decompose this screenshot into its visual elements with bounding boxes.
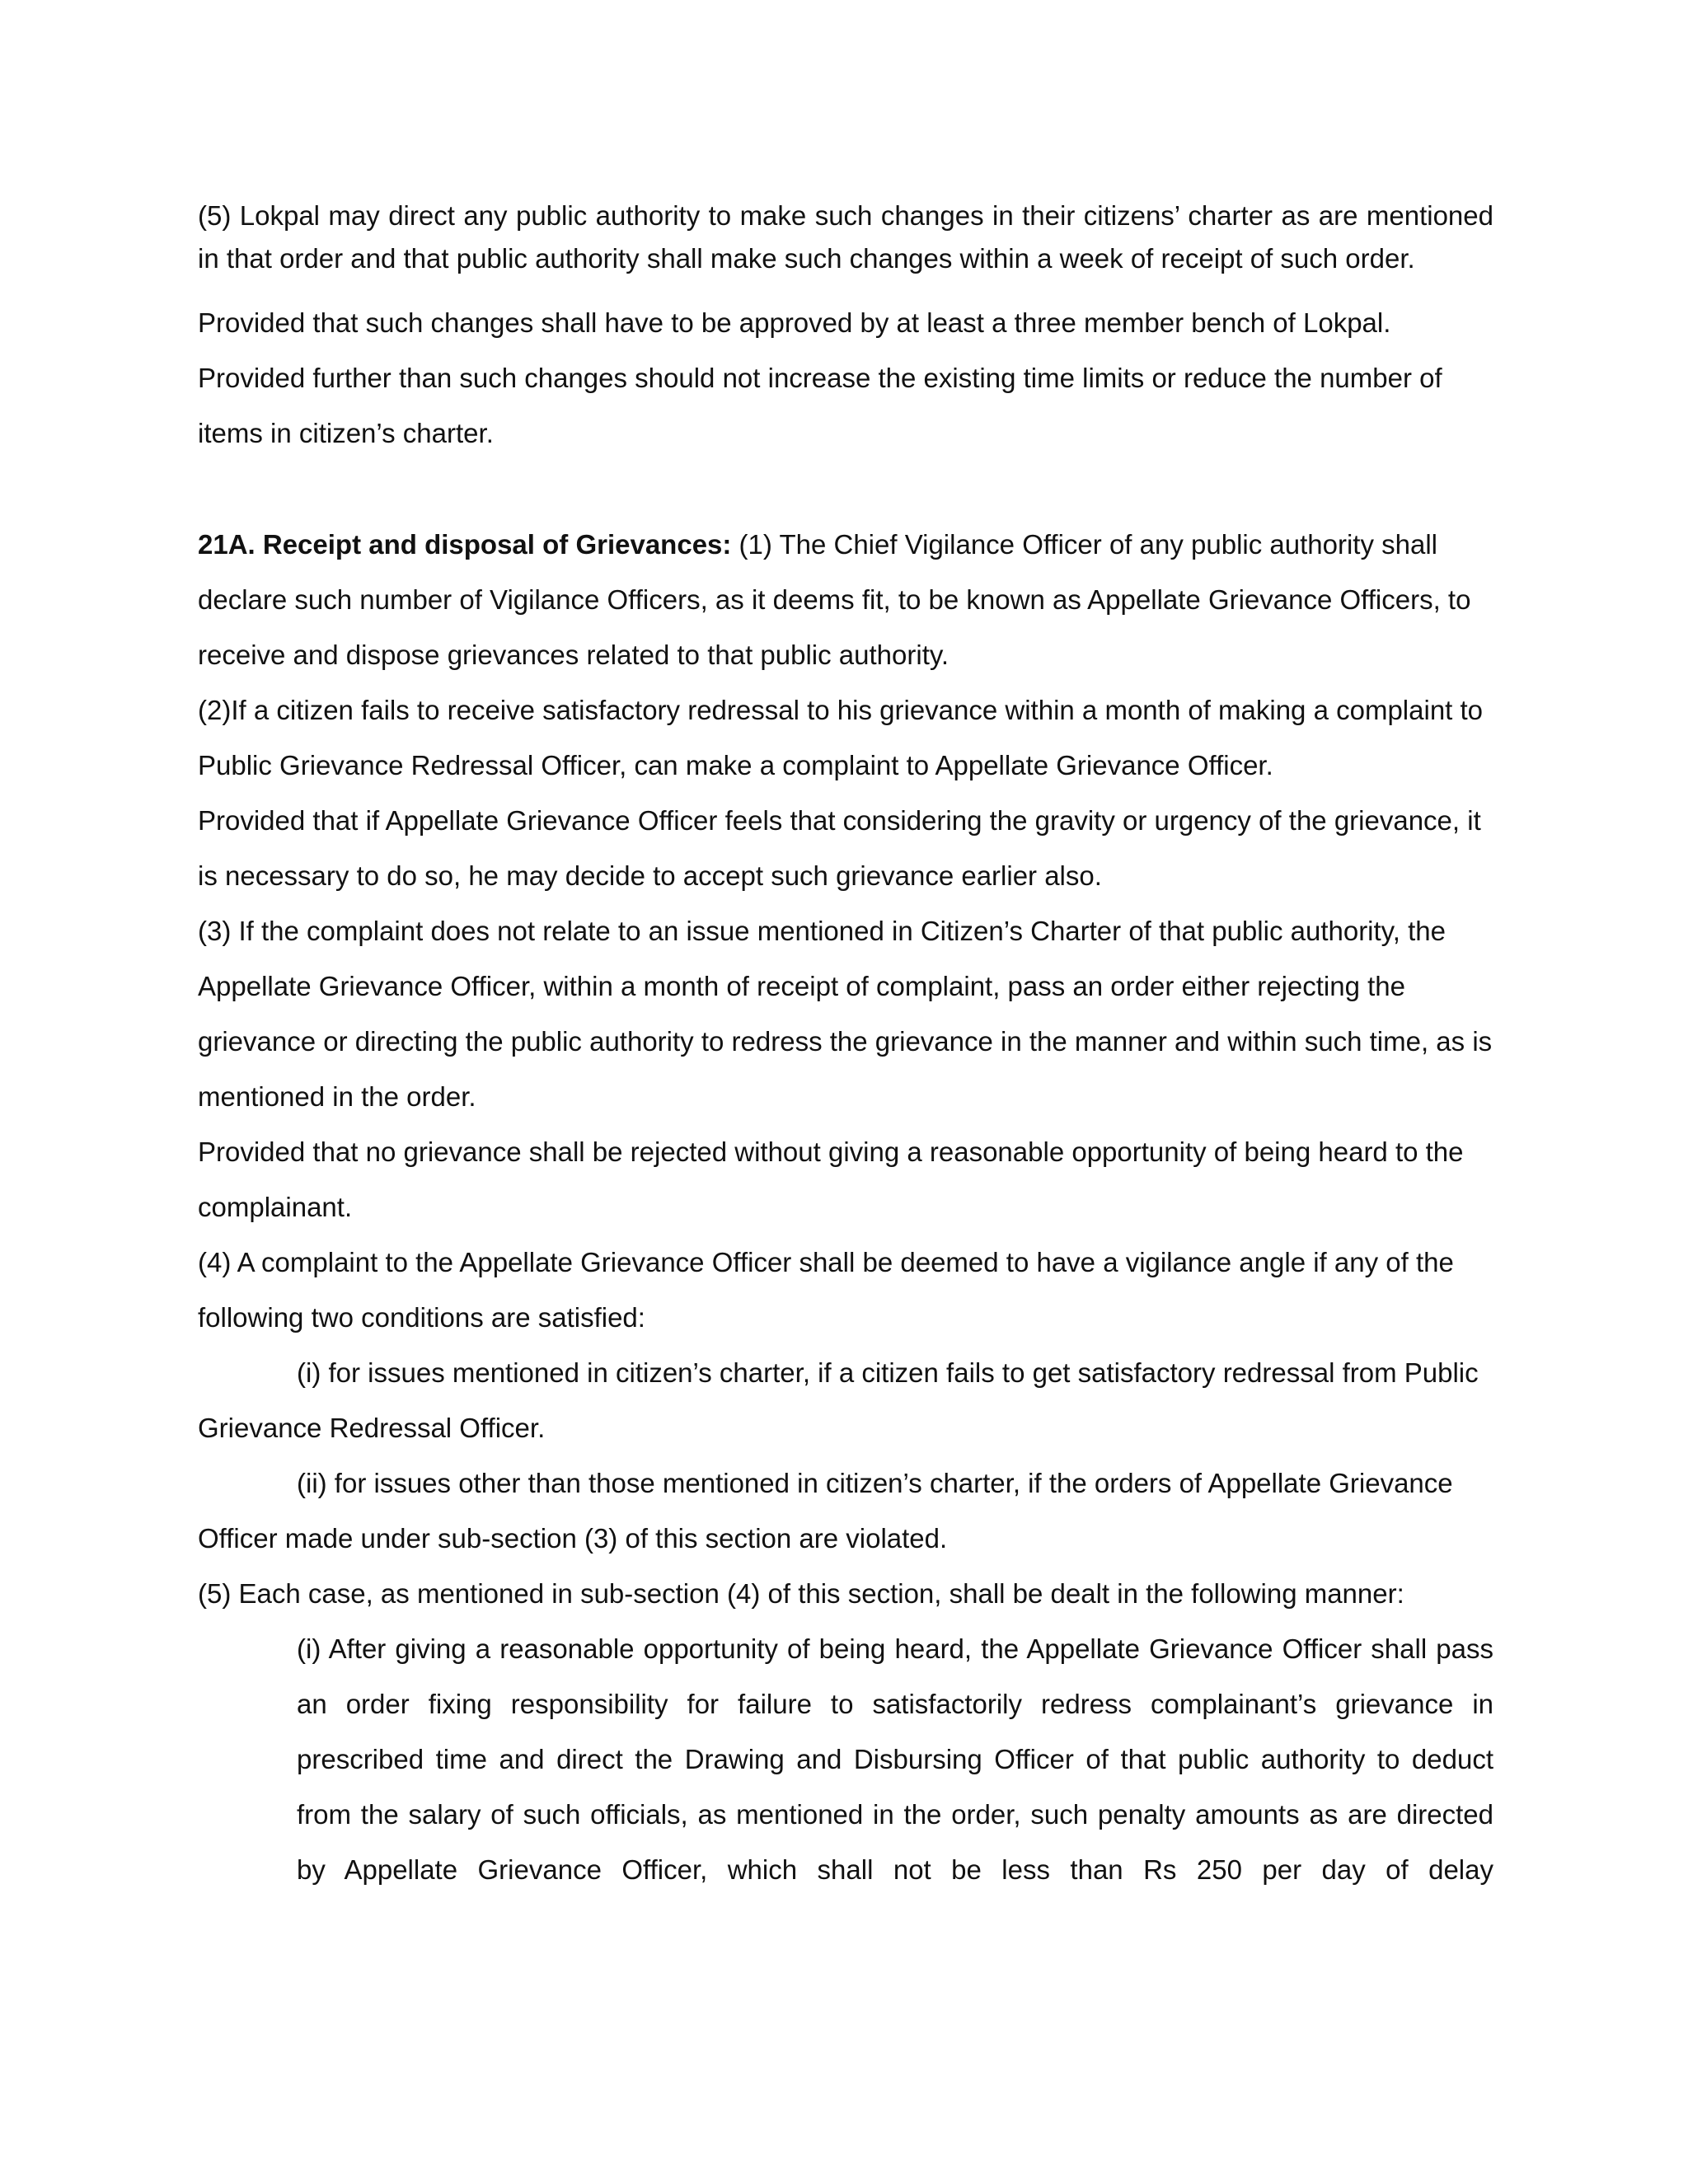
proviso-further-paragraph: Provided further than such changes should not increase the existing time limits or reduce the number of items in citizen’s charter. bbox=[198, 363, 1442, 448]
section-21a-paragraph-5: (5) Each case, as mentioned in sub-section (4) of this section, shall be dealt in the following manner: bbox=[198, 1578, 1404, 1609]
section-21a-paragraph-5-clause-i: (i) After giving a reasonable opportunity of being heard, the Appellate Grievance Officer shall pass an order fixing responsibility for failure to satisfactorily redress complainant’s grievance in prescribed time and direct the Drawing and Disbursing Officer of that public authority to deduct from the salary of such officials, as mentioned in the order, such penalty amounts as are directed by Appellate Grievance Officer, which shall not be less than Rs 250 per day of delay bbox=[297, 1633, 1493, 1885]
section-21a-paragraph-4: (4) A complaint to the Appellate Grievance Officer shall be deemed to have a vigilance angle if any of the following two conditions are satisfied: bbox=[198, 1247, 1454, 1333]
section-21a-text-1: (1) The Chief Vigilance Officer of any public authority shall declare such number of Vigilance Officers, as it deems fit, to be known as Appellate Grievance Officers, to receive and dispose grievances related to that public authority. bbox=[198, 529, 1471, 670]
section-5-paragraph: (5) Lokpal may direct any public authority to make such changes in their citizens’ charter as are mentioned in that order and that public authority shall make such changes within a week of receipt of such order. bbox=[198, 200, 1493, 274]
section-21a-paragraph-3: (3) If the complaint does not relate to an issue mentioned in Citizen’s Charter of that public authority, the Appellate Grievance Officer, within a month of receipt of complaint, pass an order either rejecting the grievance or directing the public authority to redress the grievance in the manner and within such time, as is mentioned in the order. bbox=[198, 916, 1493, 1112]
document-page bbox=[198, 194, 1493, 1897]
section-21a-paragraph-2: (2)If a citizen fails to receive satisfactory redressal to his grievance within a month of making a complaint to Public Grievance Redressal Officer, can make a complaint to Appellate Grievance Officer. bbox=[198, 695, 1484, 780]
section-21a-paragraph-3-proviso: Provided that no grievance shall be rejected without giving a reasonable opportunity of being heard to the complainant. bbox=[198, 1137, 1464, 1222]
proviso-paragraph: Provided that such changes shall have to be approved by at least a three member bench of Lokpal. bbox=[198, 307, 1391, 338]
section-21a-paragraph-4-clause-ii: (ii) for issues other than those mentioned in citizen’s charter, if the orders of Appellate Grievance Officer made under sub-section (3) of this section are violated. bbox=[198, 1468, 1453, 1554]
section-21a-paragraph-1 bbox=[198, 517, 1493, 682]
section-21a-paragraph-2-proviso: Provided that if Appellate Grievance Officer feels that considering the gravity or urgency of the grievance, it is necessary to do so, he may decide to accept such grievance earlier also. bbox=[198, 805, 1481, 891]
section-21a-paragraph-4-clause-i: (i) for issues mentioned in citizen’s charter, if a citizen fails to get satisfactory redressal from Public Grievance Redressal Officer. bbox=[198, 1357, 1479, 1443]
section-21a-heading: 21A. Receipt and disposal of Grievances: bbox=[198, 529, 732, 560]
